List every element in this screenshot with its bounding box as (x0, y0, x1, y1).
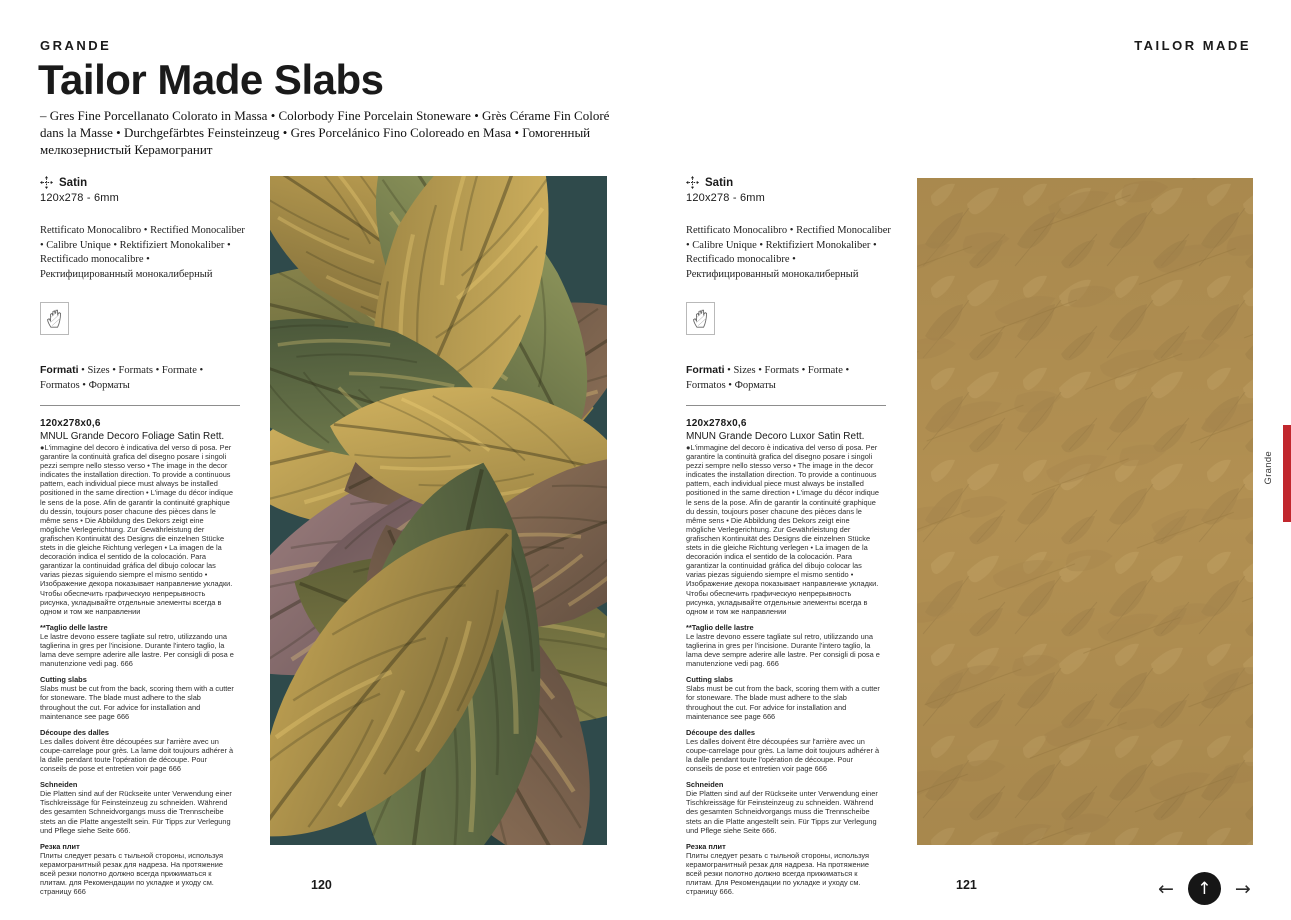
note-block (686, 780, 880, 835)
note-block (686, 443, 880, 616)
formats-label: Formati (686, 364, 725, 376)
note-title: Schneiden (686, 780, 724, 790)
finish-row (40, 176, 245, 189)
format-size: 120x278x0,6 (686, 418, 747, 429)
next-page-button[interactable]: → (1234, 877, 1251, 900)
note-title: Découpe des dalles (40, 727, 110, 737)
note-body: Les dalles doivent être découpées sur l'arrière avec un coupe-carrelage pour grès. La lame doit toujours adhérer à la dalle pendant toute l'opération de découpe. Pour conseils de pose et entretien voir page 666 (686, 736, 880, 774)
prev-page-button[interactable]: ← (1158, 877, 1174, 900)
collection-label: GRANDE (40, 38, 112, 53)
note-title: **Taglio delle lastre (40, 622, 108, 632)
formats-translations: • Sizes • Formats • Formate • Formatos • Форматы (40, 365, 204, 391)
note-title: Резка плит (686, 841, 726, 851)
scroll-top-button[interactable]: ↑ (1188, 872, 1221, 905)
page-number-right: 121 (956, 878, 977, 892)
note-block (686, 728, 880, 773)
formats-label: Formati (40, 364, 79, 376)
note-title: Cutting slabs (40, 675, 87, 685)
collection-tab-bar (1283, 425, 1291, 522)
note-block (40, 842, 234, 897)
note-block (40, 780, 234, 835)
format-name: MNUL Grande Decoro Foliage Satin Rett. (40, 431, 225, 442)
note-block (40, 675, 234, 720)
size-line: 120x278 - 6mm (686, 192, 766, 204)
formats-translations: • Sizes • Formats • Formate • Formatos • Форматы (686, 365, 850, 391)
note-body: Le lastre devono essere tagliate sul retro, utilizzando una taglierina in gres per l'incisione. Durante l'intero taglio, la lama deve sempre aderire alle lastre. Per consigli di posa e manutenzione vedi pag. 666 (40, 631, 234, 669)
dimension-icon (40, 176, 53, 189)
size-line: 120x278 - 6mm (40, 192, 120, 204)
corner-label: TAILOR MADE (1134, 38, 1251, 53)
collection-tab-label: Grande (1263, 451, 1274, 485)
note-body: Slabs must be cut from the back, scoring them with a cutter for stoneware. The blade must adhere to the slab throughout the cut. For advice for installation and maintenance see page 666 (686, 684, 880, 721)
notes-column-1 (686, 443, 880, 903)
format-size: 120x278x0,6 (40, 418, 101, 429)
note-title: Schneiden (40, 780, 78, 790)
note-title: Découpe des dalles (686, 727, 756, 737)
finish-row (686, 176, 891, 189)
note-body: Плиты следует резать с тыльной стороны, используя керамогранитный резак для надреза. На протяжение всей резки полотно должно всегда прижиматься к плитам. Для Рекомендации по укладке и уходу см. страницу 666. (686, 850, 870, 897)
note-block (40, 623, 234, 668)
note-body: Slabs must be cut from the back, scoring them with a cutter for stoneware. The blade must adhere to the slab throughout the cut. For advice for installation and maintenance see page 666 (40, 684, 234, 721)
note-title: **Taglio delle lastre (686, 622, 754, 632)
note-block (686, 842, 880, 897)
divider (686, 405, 886, 406)
page-title: Tailor Made Slabs (38, 56, 384, 103)
note-body: ●L'immagine del decoro è indicativa del verso di posa. Per garantire la continuità grafica del disegno posare i singoli pezzi sempre nello stesso verso • The image in the decor indicates the installation direction. To provide a continuous pattern, each individual piece must always be installed positioned in the same direction • L'image du décor indique le sens de la pose. Afin de garantir la continuité graphique du dessin, toujours poser chacune des pièces dans le même sens • Die Abbildung des Dekors zeigt eine mögliche Verlegerichtung. Zur Gewährleistung der grafischen Kontinuität des Designs die einzelnen Stücke stets in die gleiche Richtung verlegen • La imagen de la decoración indica el sentido de la colocación. Para garantizar la continuidad gráfica del dibujo colocar las varias piezas siguiendo siempre el mismo sentido • Изображение декора показывает направление укладки. Чтобы обеспечить графическую непрерывность рисунка, укладывайте отдельные элементы всегда в одном и том же направлении (686, 443, 879, 616)
finish-name: Satin (59, 176, 88, 189)
note-block (40, 728, 234, 773)
page-number-left: 120 (311, 878, 332, 892)
note-body: Les dalles doivent être découpées sur l'arrière avec un coupe-carrelage pour grès. La lame doit toujours adhérer à la dalle pendant toute l'opération de découpe. Pour conseils de pose et entretien voir page 666 (40, 736, 234, 774)
collection-tab[interactable] (1263, 438, 1274, 498)
formats-line (40, 363, 245, 393)
hand-icon (686, 302, 715, 335)
page-subtitle: – Gres Fine Porcellanato Colorato in Massa • Colorbody Fine Porcelain Stoneware • Grès Cérame Fin Coloré dans la Masse • Durchgefärbtes Feinsteinzeug • Gres Porcelánico Fino Coloreado en Masa • Гомогенный мелкозернистый Керамогранит (40, 108, 610, 157)
note-block (686, 675, 880, 720)
note-title: Cutting slabs (686, 675, 733, 685)
note-body: Плиты следует резать с тыльной стороны, используя керамогранитный резак для надреза. На протяжение всей резки полотно должно всегда прижиматься к плитам. для Рекомендации по укладке и уходу см. страницу 666 (40, 850, 224, 897)
note-body: Le lastre devono essere tagliate sul retro, utilizzando una taglierina in gres per l'incisione. Durante l'intero taglio, la lama deve sempre aderire alle lastre. Per consigli di posa e manutenzione vedi pag. 666 (686, 631, 880, 669)
dimension-icon (686, 176, 699, 189)
divider (40, 405, 240, 406)
spec-column-luxor (686, 176, 891, 442)
note-body: Die Platten sind auf der Rückseite unter Verwendung einer Tischkreissäge für Feinsteinzeug zu schneiden. Während des gesamten Schneidvorgangs muss die Trennscheibe stets an die Platte angestellt sein. Für Tipps zur Verlegung und Pflege siehe Seite 666. (686, 789, 878, 835)
product-image-luxor (917, 178, 1253, 845)
finish-name: Satin (705, 176, 734, 189)
rectified-text: Rettificato Monocalibro • Rectified Monocaliber • Calibre Unique • Rektifiziert Monokaliber • Rectificado monocalibre • Ректифицированный монокалиберный (686, 225, 891, 280)
note-title: Резка плит (40, 841, 80, 851)
viewer-navigation (1158, 872, 1251, 905)
note-block (40, 443, 234, 616)
rectified-text: Rettificato Monocalibro • Rectified Monocaliber • Calibre Unique • Rektifiziert Monokaliber • Rectificado monocalibre • Ректифицированный монокалиберный (40, 225, 245, 280)
note-body: Die Platten sind auf der Rückseite unter Verwendung einer Tischkreissäge für Feinsteinzeug zu schneiden. Während des gesamten Schneidvorgangs muss die Trennscheibe stets an die Platte angestellt sein. Für Tipps zur Verlegung und Pflege siehe Seite 666. (40, 789, 232, 835)
notes-column-0 (40, 443, 234, 903)
note-body: ●L'immagine del decoro è indicativa del verso di posa. Per garantire la continuità grafica del disegno posare i singoli pezzi sempre nello stesso verso • The image in the decor indicates the installation direction. To provide a continuous pattern, each individual piece must always be installed positioned in the same direction • L'image du décor indique le sens de la pose. Afin de garantir la continuité graphique du dessin, toujours poser chacune des pièces dans le même sens • Die Abbildung des Dekors zeigt eine mögliche Verlegerichtung. Zur Gewährleistung der grafischen Kontinuität des Designs die einzelnen Stücke stets in die gleiche Richtung verlegen • La imagen de la decoración indica el sentido de la colocación. Para garantizar la continuidad gráfica del dibujo colocar las varias piezas siguiendo siempre el mismo sentido • Изображение декора показывает направление укладки. Чтобы обеспечить графическую непрерывность рисунка, укладывайте отдельные элементы всегда в одном и том же направлении (40, 443, 233, 616)
product-image-foliage (270, 176, 607, 845)
formats-line (686, 363, 891, 393)
note-block (686, 623, 880, 668)
format-name: MNUN Grande Decoro Luxor Satin Rett. (686, 431, 865, 442)
hand-icon (40, 302, 69, 335)
spec-column-foliage (40, 176, 245, 442)
